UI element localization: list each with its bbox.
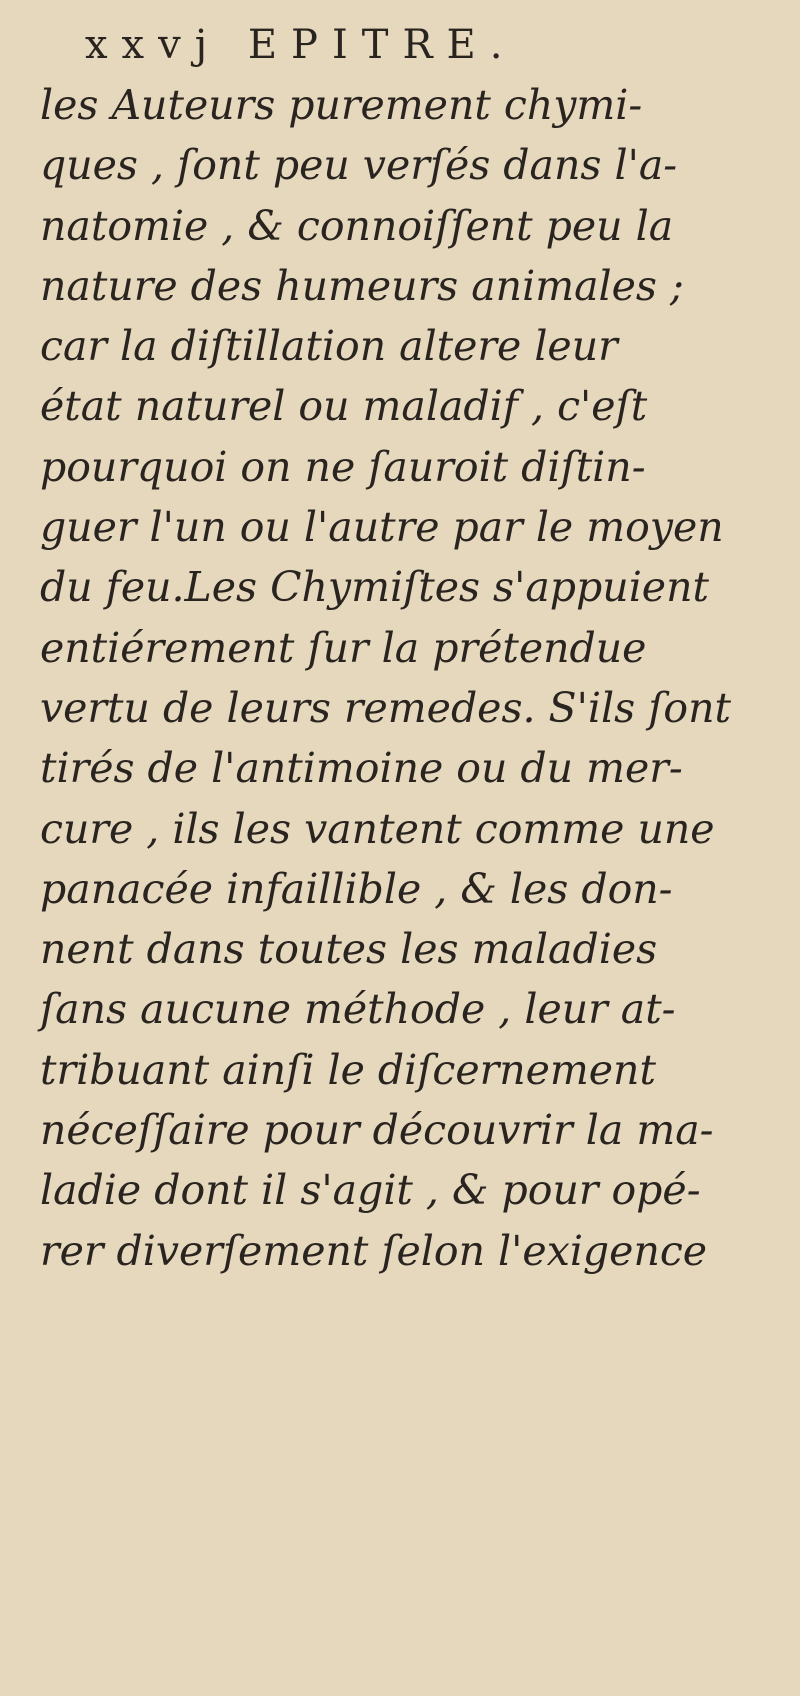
text-line: nature des humeurs animales ; — [40, 261, 684, 310]
text-line: tribuant ainſi le diſcernement — [40, 1045, 656, 1094]
text-line: ladie dont il s'agit , & pour opé- — [40, 1166, 701, 1215]
text-line: cure , ils les vantent comme une — [40, 804, 715, 853]
text-line: néceſſaire pour découvrir la ma- — [40, 1106, 714, 1155]
running-head: EPITRE. — [247, 22, 517, 68]
text-line: natomie , & connoiſſent peu la — [40, 201, 674, 250]
text-line: panacée infaillible , & les don- — [40, 864, 673, 913]
text-line: entiérement ſur la prétendue — [40, 623, 647, 672]
text-line: guer l'un ou l'autre par le moyen — [40, 503, 724, 552]
text-line: état naturel ou maladif , c'eſt — [40, 382, 648, 431]
text-line: ques , ſont peu verſés dans l'a- — [40, 141, 678, 190]
text-line: nent dans toutes les maladies — [40, 925, 658, 974]
text-line: tirés de l'antimoine ou du mer- — [40, 744, 683, 793]
page-header — [85, 22, 516, 68]
text-line: du feu.Les Chymiſtes s'appuient — [40, 563, 709, 612]
text-line: rer diverſement ſelon l'exigence — [40, 1226, 708, 1275]
text-line: les Auteurs purement chymi- — [40, 81, 643, 129]
text-line: car la diſtillation altere leur — [40, 322, 618, 371]
text-line: ſans aucune méthode , leur at- — [40, 985, 676, 1034]
body-text — [40, 75, 800, 1281]
page-number: xxvj — [85, 22, 222, 68]
text-line: vertu de leurs remedes. S'ils ſont — [40, 683, 731, 732]
text-line: pourquoi on ne ſauroit diſtin- — [40, 442, 646, 491]
